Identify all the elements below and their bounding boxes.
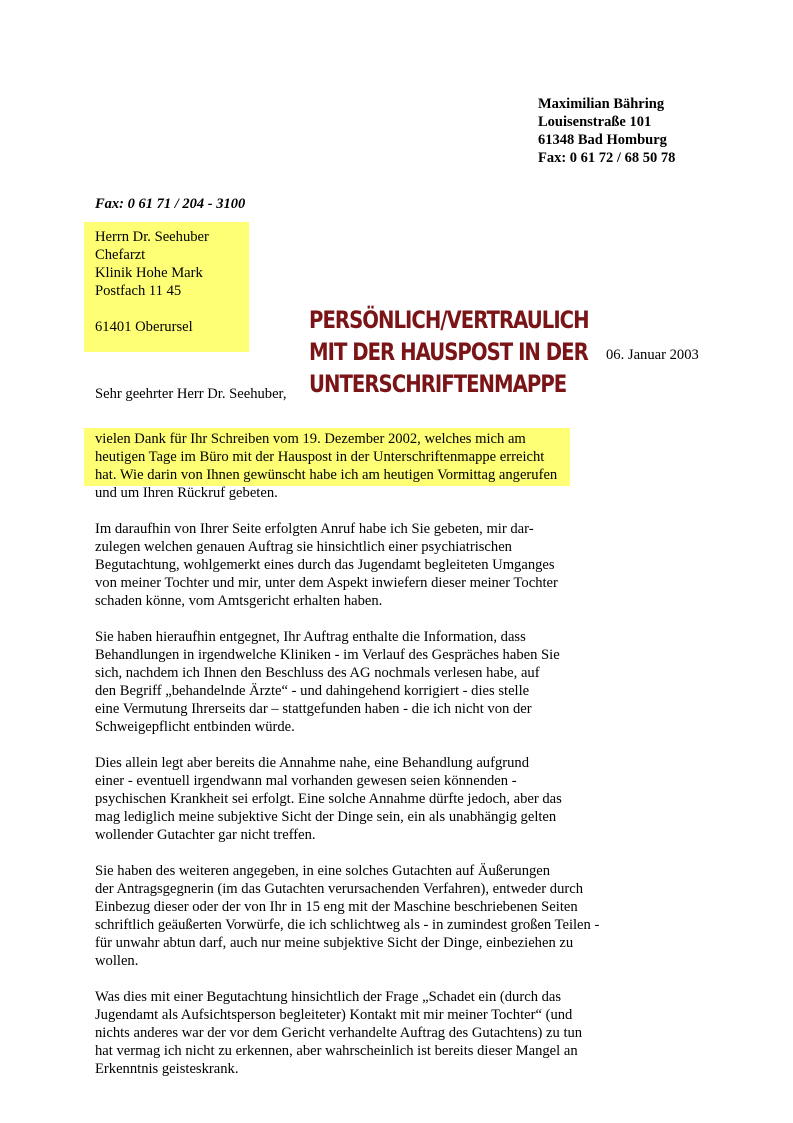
paragraph-line: Sie haben des weiteren angegeben, in eine solches Gutachten auf Äußerungen xyxy=(95,863,551,879)
sender-street: Louisenstraße 101 xyxy=(538,114,652,130)
body-paragraph xyxy=(95,754,615,844)
paragraph-line: mag lediglich meine subjektive Sicht der Dinge sein, ein als unabhängig gelten xyxy=(95,809,557,825)
body-paragraph xyxy=(95,430,615,502)
sender-name: Maximilian Bähring xyxy=(538,96,665,112)
recipient-line: 61401 Oberursel xyxy=(95,319,193,335)
paragraph-line: wollender Gutachter gar nicht treffen. xyxy=(95,827,316,843)
paragraph-line: Dies allein legt aber bereits die Annahme nahe, eine Behandlung aufgrund xyxy=(95,755,530,771)
sender-fax: Fax: 0 61 72 / 68 50 78 xyxy=(538,150,676,166)
salutation: Sehr geehrter Herr Dr. Seehuber, xyxy=(95,386,287,402)
paragraph-line: wollen. xyxy=(95,953,139,969)
paragraph-line: den Begriff „behandelnde Ärzte“ - und dahingehend korrigiert - dies stelle xyxy=(95,683,530,699)
recipient-line: Herrn Dr. Seehuber xyxy=(95,229,209,245)
body-paragraph xyxy=(95,988,615,1078)
sender-block xyxy=(538,95,675,167)
paragraph-line: Begutachtung, wohlgemerkt eines durch das Jugendamt begleiteten Umganges xyxy=(95,557,555,573)
paragraph-line: der Antragsgegnerin (im das Gutachten verursachenden Verfahren), entweder durch xyxy=(95,881,584,897)
paragraph-line: heutigen Tage im Büro mit der Hauspost in der Unterschriftenmappe erreicht xyxy=(95,449,545,465)
paragraph-line: einer - eventuell irgendwann mal vorhanden gewesen seien könnenden - xyxy=(95,773,517,789)
recipient-line: Chefarzt xyxy=(95,247,146,263)
sender-city: 61348 Bad Homburg xyxy=(538,132,667,148)
paragraph-line: psychischen Krankheit sei erfolgt. Eine solche Annahme dürfte jedoch, aber das xyxy=(95,791,562,807)
paragraph-line: Im daraufhin von Ihrer Seite erfolgten Anruf habe ich Sie gebeten, mir dar- xyxy=(95,521,534,537)
paragraph-line: Schweigepflicht entbinden würde. xyxy=(95,719,295,735)
recipient-address xyxy=(95,228,209,336)
body-paragraph xyxy=(95,862,615,970)
letter-date: 06. Januar 2003 xyxy=(606,347,699,363)
address-gap xyxy=(95,300,209,318)
paragraph-line: Was dies mit einer Begutachtung hinsichtlich der Frage „Schadet ein (durch das xyxy=(95,989,562,1005)
recipient-line: Klinik Hohe Mark xyxy=(95,265,203,281)
body-paragraph xyxy=(95,628,615,736)
recipient-fax: Fax: 0 61 71 / 204 - 3100 xyxy=(95,196,246,212)
stamp-line: UNTERSCHRIFTENMAPPE xyxy=(309,370,567,398)
paragraph-line: hat vermag ich nicht zu erkennen, aber wahrscheinlich ist bereits dieser Mangel an xyxy=(95,1043,578,1059)
paragraph-line: schaden könne, vom Amtsgericht erhalten haben. xyxy=(95,593,383,609)
recipient-line: Postfach 11 45 xyxy=(95,283,182,299)
confidential-stamp xyxy=(309,304,589,400)
paragraph-line: und um Ihren Rückruf gebeten. xyxy=(95,485,278,501)
paragraph-line: eine Vermutung Ihrerseits dar – stattgefunden haben - die ich nicht von der xyxy=(95,701,532,717)
paragraph-line: zulegen welchen genauen Auftrag sie hinsichtlich einer psychiatrischen xyxy=(95,539,512,555)
paragraph-line: schriftlich geäußerten Vorwürfe, die ich schlichtweg als - in zumindest großen Teilen - xyxy=(95,917,600,933)
paragraph-line: nichts anderes war der vor dem Gericht verhandelte Auftrag des Gutachtens) zu tun xyxy=(95,1025,583,1041)
paragraph-line: Einbezug dieser oder der von Ihr in 15 eng mit der Maschine beschriebenen Seiten xyxy=(95,899,578,915)
paragraph-line: Behandlungen in irgendwelche Kliniken - im Verlauf des Gespräches haben Sie xyxy=(95,647,560,663)
paragraph-line: von meiner Tochter und mir, unter dem Aspekt inwiefern dieser meiner Tochter xyxy=(95,575,558,591)
letter-body xyxy=(95,430,615,1096)
paragraph-line: Jugendamt als Aufsichtsperson begleiteter) Kontakt mit mir meiner Tochter“ (und xyxy=(95,1007,573,1023)
paragraph-line: hat. Wie darin von Ihnen gewünscht habe ich am heutigen Vormittag angerufen xyxy=(95,467,558,483)
stamp-line: PERSÖNLICH/VERTRAULICH xyxy=(309,306,589,334)
paragraph-line: vielen Dank für Ihr Schreiben vom 19. Dezember 2002, welches mich am xyxy=(95,431,526,447)
paragraph-line: Sie haben hieraufhin entgegnet, Ihr Auftrag enthalte die Information, dass xyxy=(95,629,526,645)
paragraph-line: sich, nachdem ich Ihnen den Beschluss des AG nochmals verlesen habe, auf xyxy=(95,665,540,681)
paragraph-line: für unwahr abtun darf, auch nur meine subjektive Sicht der Dinge, einbeziehen zu xyxy=(95,935,574,951)
stamp-line: MIT DER HAUSPOST IN DER xyxy=(309,338,588,366)
body-paragraph xyxy=(95,520,615,610)
paragraph-line: Erkenntnis geisteskrank. xyxy=(95,1061,239,1077)
